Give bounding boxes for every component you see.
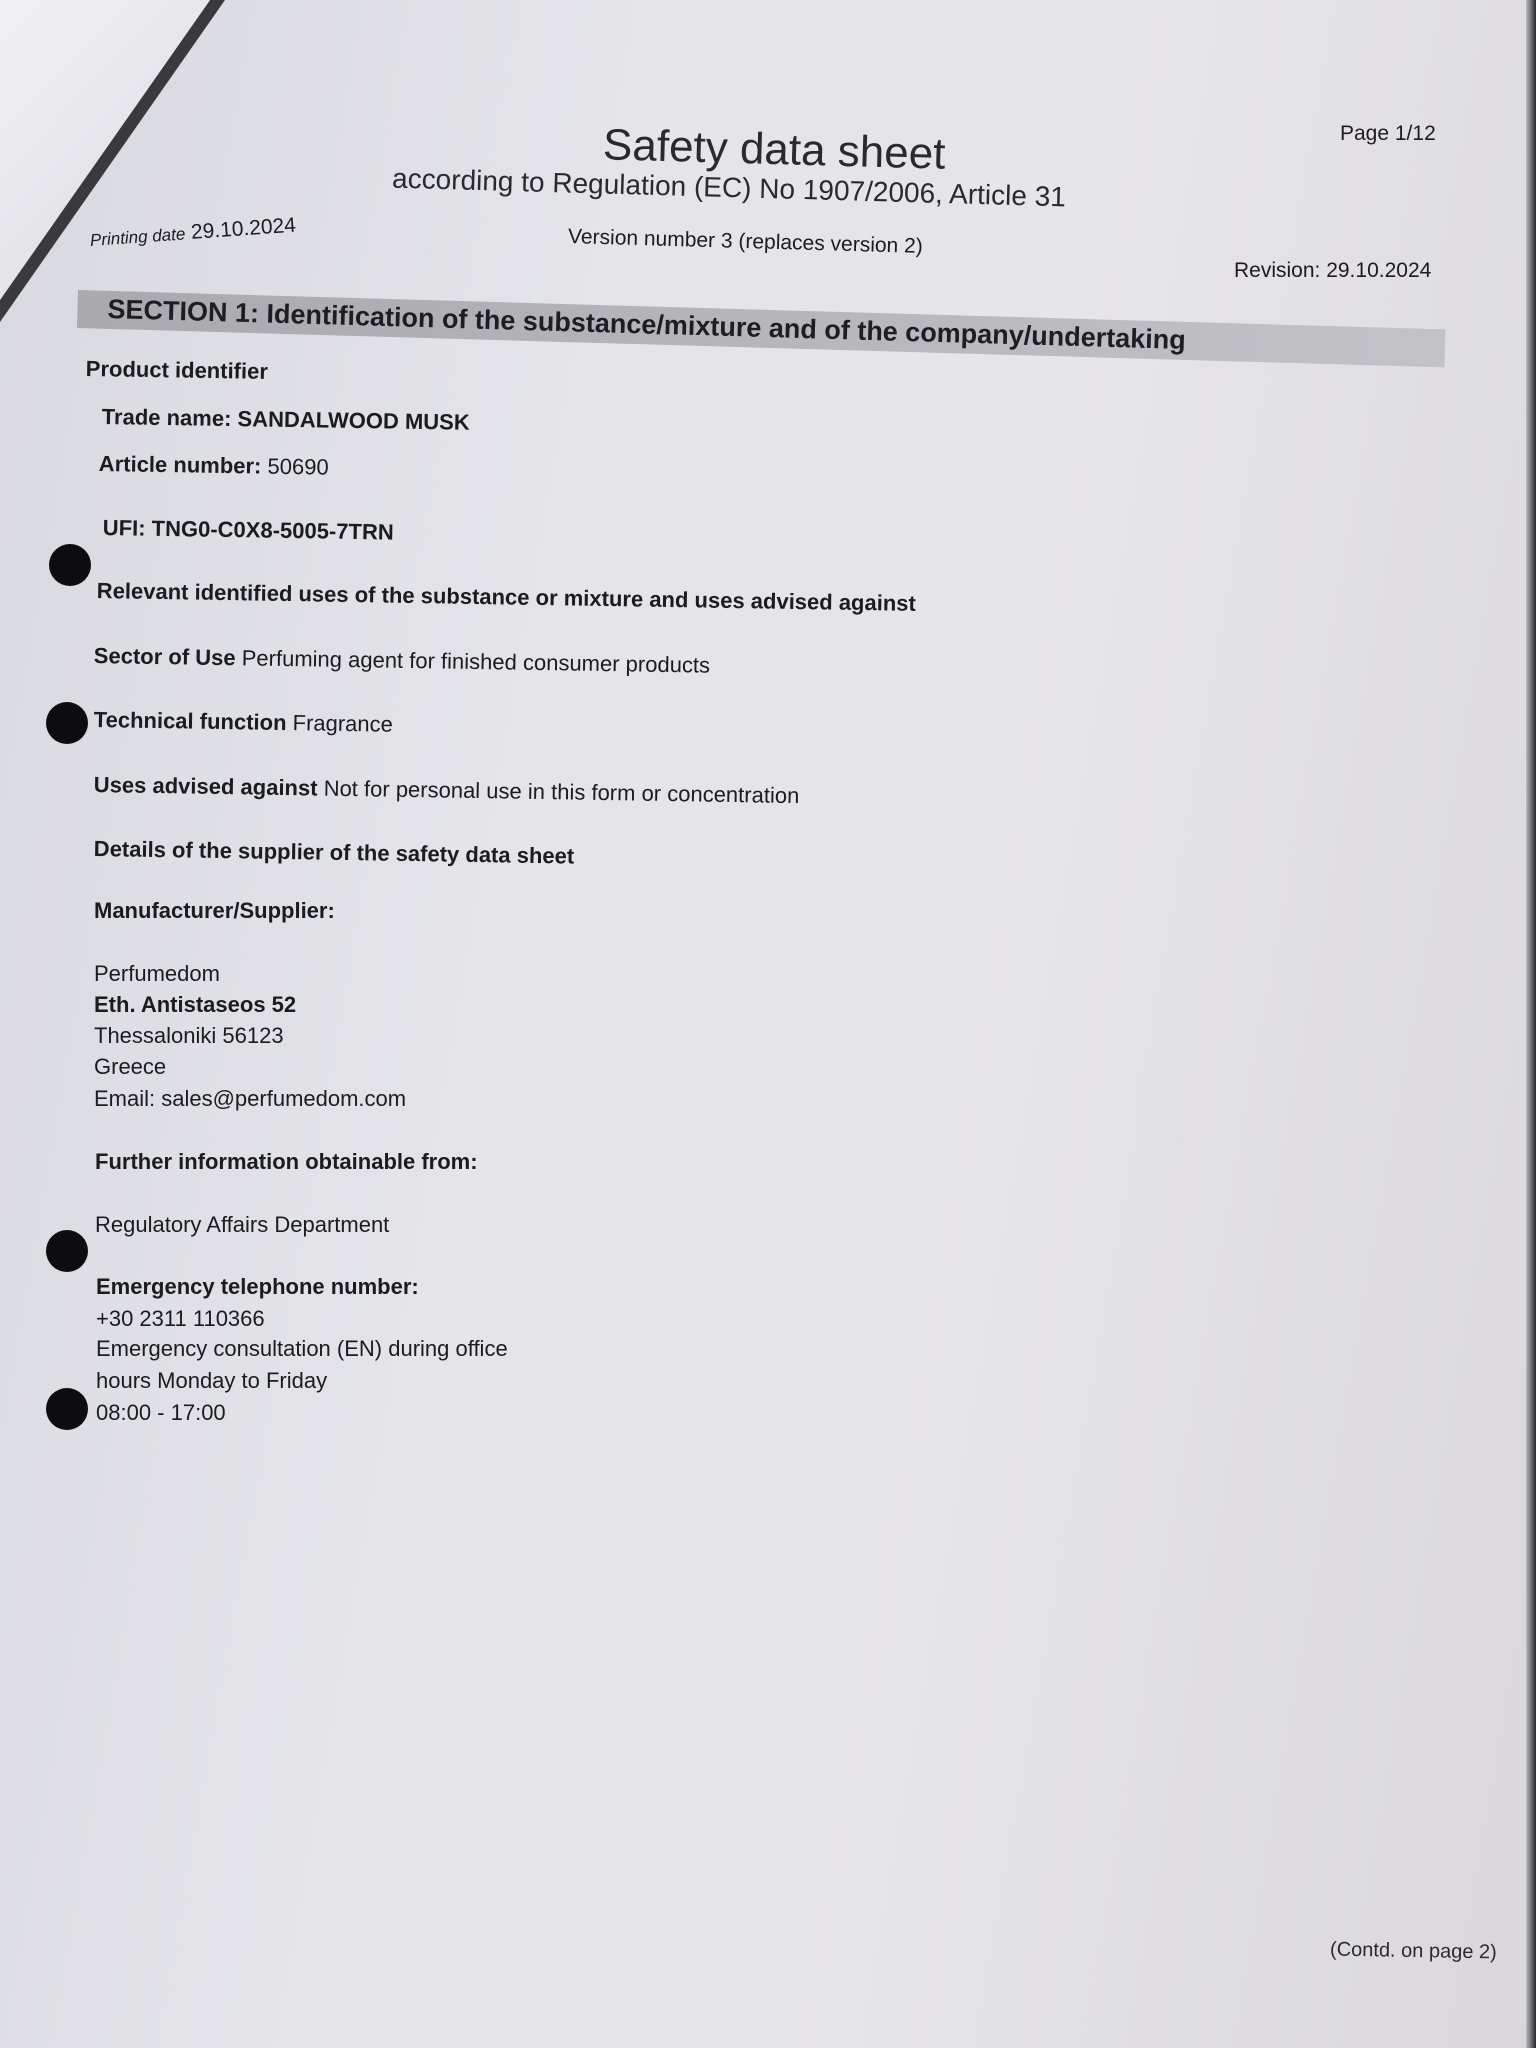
emergency-hours: 08:00 - 17:00 bbox=[96, 1400, 226, 1425]
document-subtitle: according to Regulation (EC) No 1907/2006, Article 31 bbox=[391, 162, 1067, 213]
uses-advised-against-label: Uses advised against bbox=[93, 772, 318, 801]
further-info-value: Regulatory Affairs Department bbox=[95, 1212, 390, 1237]
trade-name-label: Trade name: bbox=[101, 404, 232, 432]
relevant-uses-heading: Relevant identified uses of the substance or mixture and uses advised against bbox=[96, 578, 917, 616]
emergency-line-1: Emergency consultation (EN) during office bbox=[96, 1336, 508, 1361]
technical-function-value: Fragrance bbox=[292, 710, 394, 737]
company-city: Thessaloniki 56123 bbox=[94, 1023, 284, 1048]
section-1-title: SECTION 1: Identification of the substance/mixture and of the company/undertaking bbox=[107, 294, 1187, 356]
emergency-phone: +30 2311 110366 bbox=[96, 1306, 265, 1331]
punch-hole bbox=[46, 702, 88, 744]
article-number bbox=[99, 451, 329, 481]
uses-advised-against-value: Not for personal use in this form or concentration bbox=[323, 775, 800, 809]
continued-note: (Contd. on page 2) bbox=[1329, 1938, 1497, 1964]
sector-of-use-label: Sector of Use bbox=[93, 643, 236, 671]
page-edge bbox=[1526, 0, 1536, 2048]
punch-hole bbox=[46, 1388, 88, 1430]
company-street: Eth. Antistaseos 52 bbox=[94, 992, 297, 1017]
emergency-line-2: hours Monday to Friday bbox=[96, 1368, 328, 1393]
technical-function bbox=[94, 707, 393, 738]
company-country: Greece bbox=[94, 1054, 167, 1079]
article-number-label: Article number: bbox=[98, 451, 262, 479]
product-identifier-heading: Product identifier bbox=[85, 356, 269, 384]
punch-hole bbox=[46, 1230, 88, 1272]
supplier-details-heading: Details of the supplier of the safety data sheet bbox=[93, 836, 575, 869]
trade-name-value: SANDALWOOD MUSK bbox=[237, 406, 470, 435]
further-info-heading: Further information obtainable from: bbox=[95, 1149, 478, 1174]
revision-date: Revision: 29.10.2024 bbox=[1234, 259, 1432, 282]
sector-of-use-value: Perfuming agent for finished consumer products bbox=[241, 645, 711, 678]
ufi-code: UFI: TNG0-C0X8-5005-7TRN bbox=[102, 515, 394, 545]
page-number: Page 1/12 bbox=[1340, 122, 1436, 145]
company-email: Email: sales@perfumedom.com bbox=[94, 1086, 407, 1111]
document-title: Safety data sheet bbox=[602, 120, 947, 179]
article-number-value: 50690 bbox=[267, 453, 329, 480]
printing-date-value: 29.10.2024 bbox=[190, 213, 297, 244]
printing-date-label: Printing date bbox=[89, 224, 186, 250]
company-name: Perfumedom bbox=[94, 961, 220, 986]
emergency-heading: Emergency telephone number: bbox=[96, 1274, 419, 1299]
version-number: Version number 3 (replaces version 2) bbox=[567, 225, 924, 258]
technical-function-label: Technical function bbox=[93, 707, 287, 736]
manufacturer-heading: Manufacturer/Supplier: bbox=[94, 898, 335, 923]
punch-hole bbox=[49, 544, 91, 586]
